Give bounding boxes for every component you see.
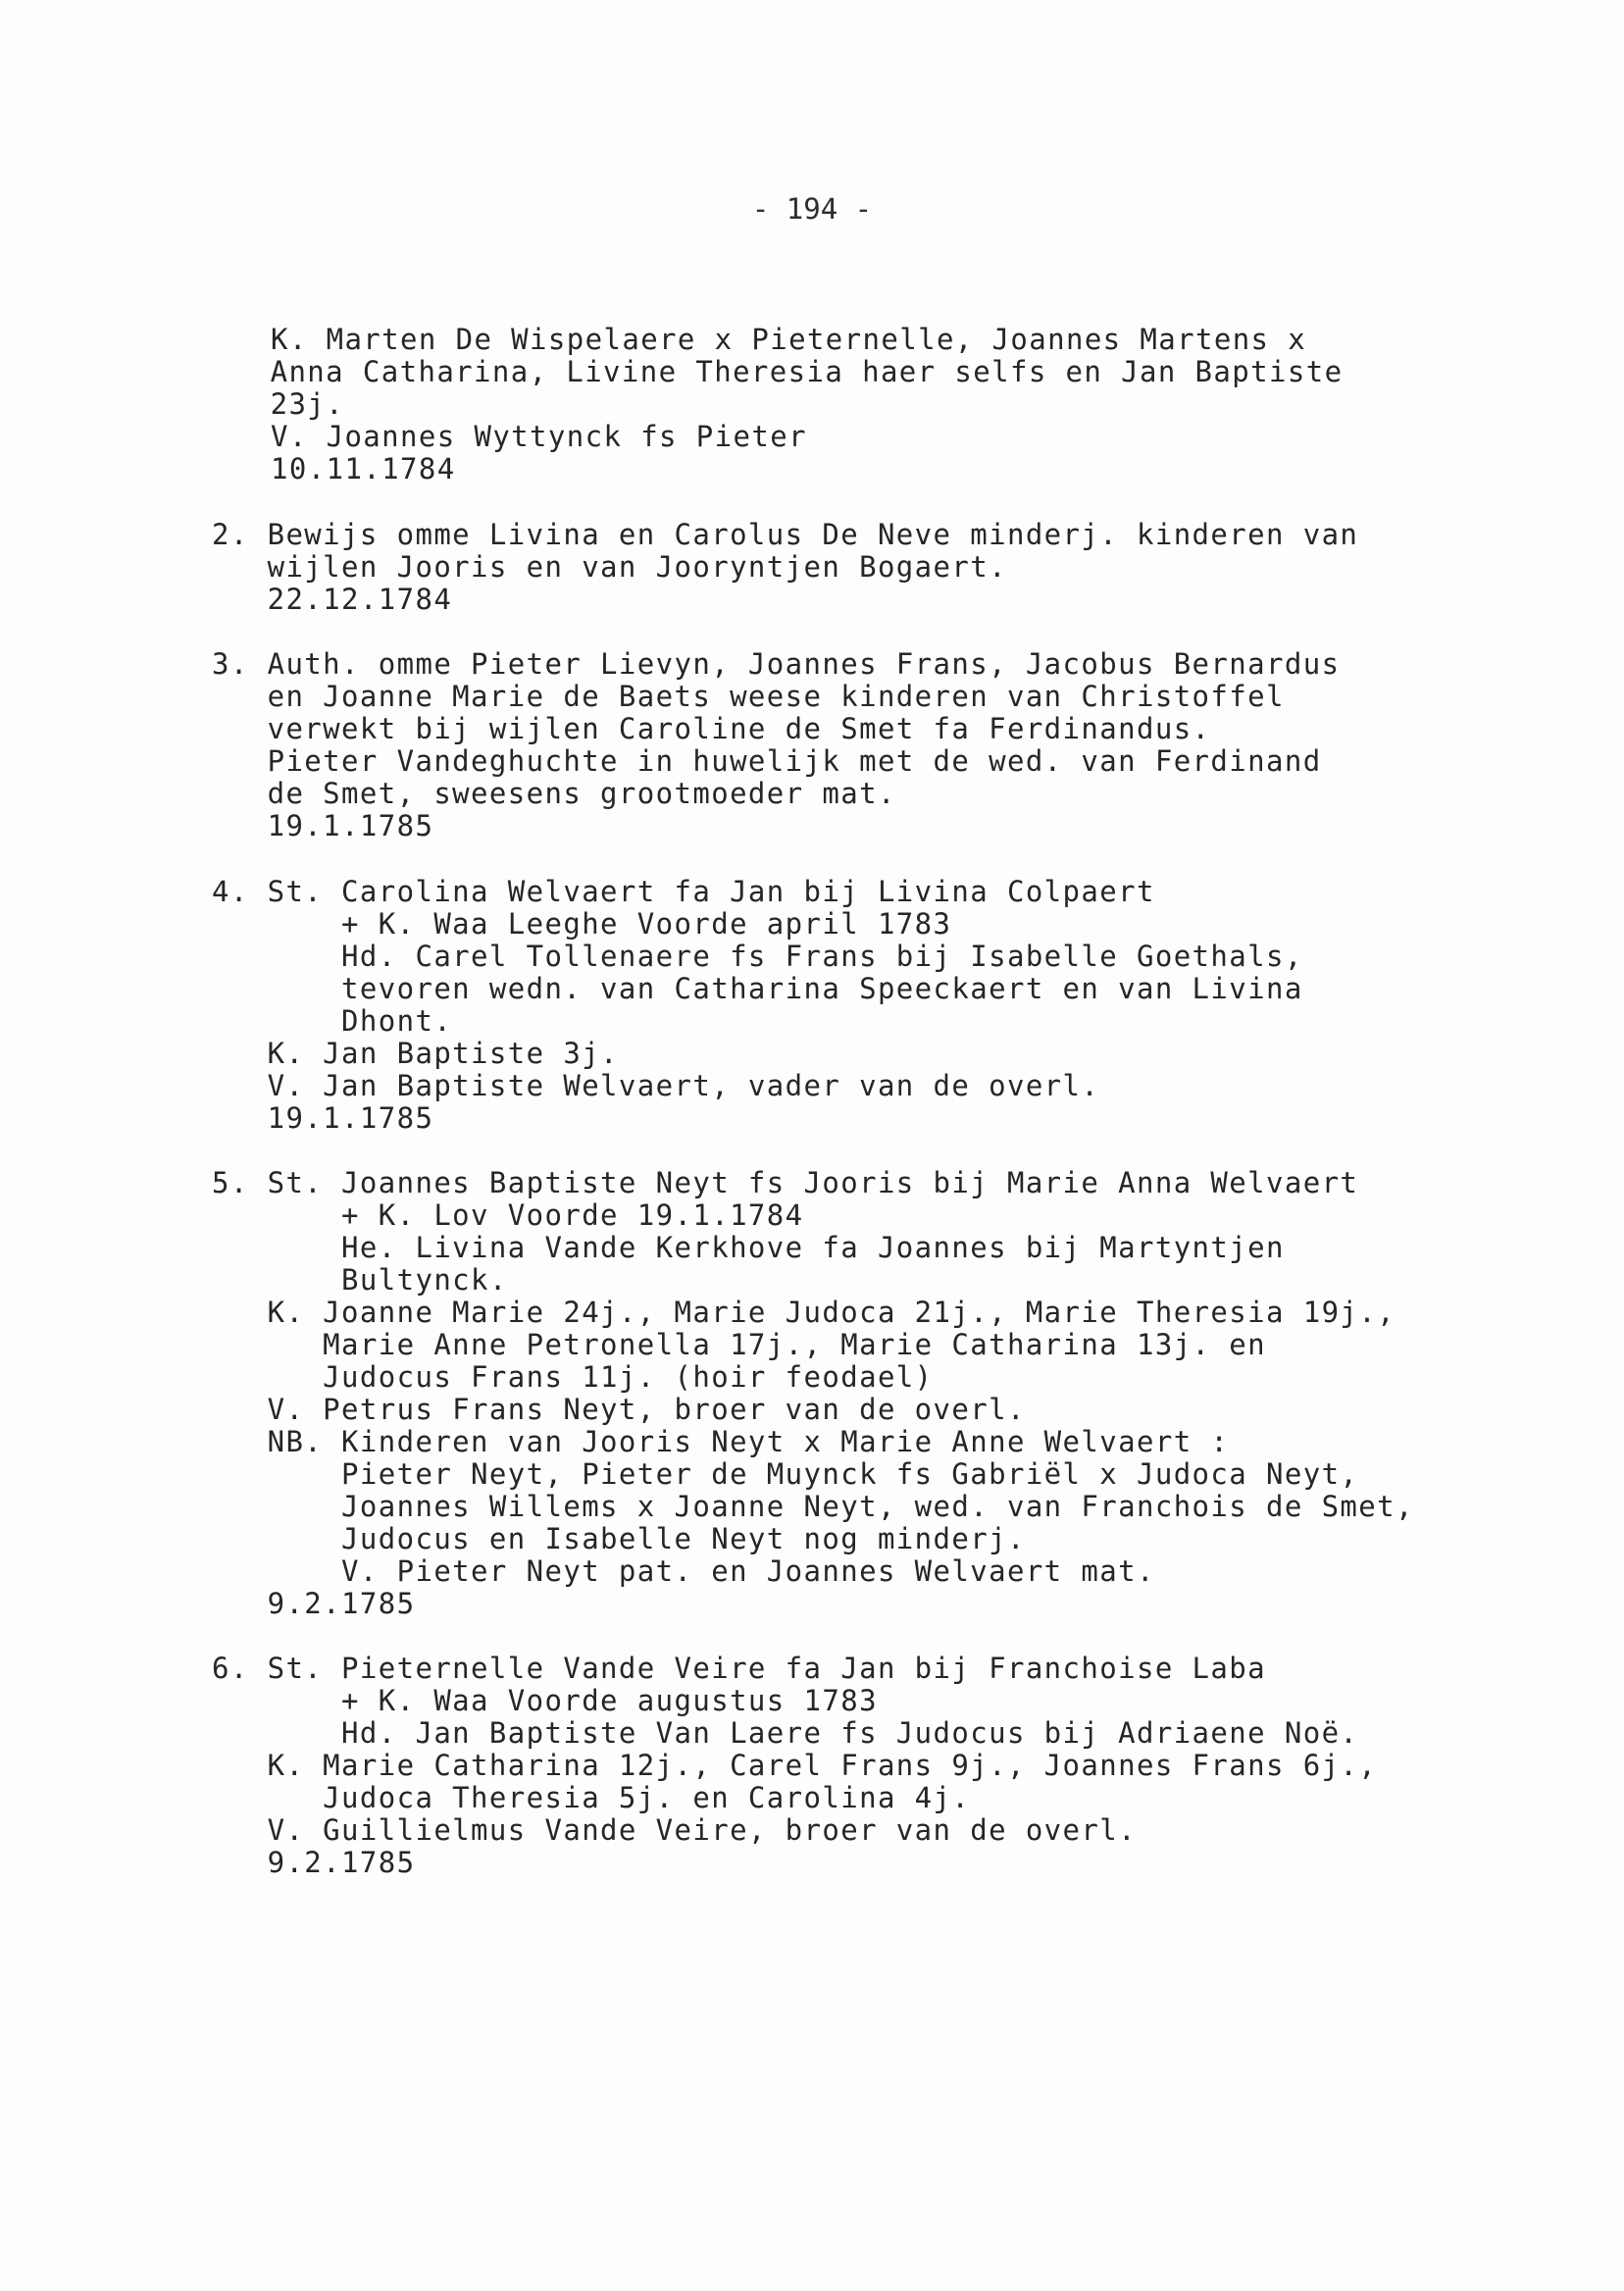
text-line: Judocus Frans 11j. (hoir feodael) — [212, 1360, 934, 1394]
text-line: 19.1.1785 — [212, 1101, 434, 1135]
text-line: Dhont. — [212, 1004, 453, 1038]
text-line: 10.11.1784 — [271, 452, 456, 485]
text-line: + K. Lov Voorde 19.1.1784 — [212, 1198, 804, 1232]
text-line: Hd. Carel Tollenaere fs Frans bij Isabelle Goethals, — [212, 940, 1303, 973]
text-line: V. Guillielmus Vande Veire, broer van de overl. — [212, 1813, 1137, 1847]
text-line: 6. St. Pieternelle Vande Veire fa Jan bij Franchoise Laba — [212, 1652, 1266, 1685]
text-line: 23j. — [215, 387, 345, 421]
text-line: wijlen Jooris en van Jooryntjen Bogaert. — [212, 550, 1007, 584]
text-line: Anna Catharina, Livine Theresia haer selfs en Jan Baptiste — [215, 355, 1344, 388]
text-line: Hd. Jan Baptiste Van Laere fs Judocus bij Adriaene Noë. — [212, 1716, 1359, 1750]
text-line: 4. St. Carolina Welvaert fa Jan bij Livina Colpaert — [212, 875, 1155, 908]
text-line: K. Marten De Wispelaere x Pieternelle, Joannes Martens x — [271, 323, 1307, 356]
text-line: He. Livina Vande Kerkhove fa Joannes bij Martyntjen — [212, 1231, 1285, 1264]
text-line: Bultynck. — [212, 1263, 508, 1297]
text-line: Pieter Vandeghuchte in huwelijk met de wed. van Ferdinand — [212, 744, 1322, 778]
text-line: de Smet, sweesens grootmoeder mat. — [212, 777, 896, 810]
text-line: K. Marie Catharina 12j., Carel Frans 9j., Joannes Frans 6j., — [212, 1749, 1378, 1782]
text-line: 9.2.1785 — [212, 1587, 416, 1620]
text-line: + K. Waa Leeghe Voorde april 1783 — [212, 907, 952, 941]
text-line: V. Jan Baptiste Welvaert, vader van de overl. — [212, 1069, 1100, 1102]
page-number: - 194 - — [751, 192, 873, 226]
text-line: Marie Anne Petronella 17j., Marie Catharina 13j. en — [212, 1328, 1266, 1361]
text-line: 22.12.1784 — [212, 583, 453, 616]
text-line: verwekt bij wijlen Caroline de Smet fa Ferdinandus. — [212, 712, 1211, 745]
text-line: Joannes Willems x Joanne Neyt, wed. van Franchois de Smet, — [212, 1490, 1414, 1523]
text-line: V. Petrus Frans Neyt, broer van de overl. — [212, 1393, 1026, 1426]
text-line: V. Joannes Wyttynck fs Pieter — [271, 420, 807, 453]
text-line: NB. Kinderen van Jooris Neyt x Marie Anne Welvaert : — [212, 1425, 1230, 1458]
text-line: 5. St. Joannes Baptiste Neyt fs Jooris bij Marie Anna Welvaert — [212, 1166, 1359, 1199]
text-line: Judoca Theresia 5j. en Carolina 4j. — [212, 1781, 971, 1814]
text-line: V. Pieter Neyt pat. en Joannes Welvaert mat. — [212, 1554, 1155, 1588]
text-line: + K. Waa Voorde augustus 1783 — [212, 1684, 878, 1717]
text-line: Pieter Neyt, Pieter de Muynck fs Gabriël x Judoca Neyt, — [212, 1457, 1359, 1491]
text-line: en Joanne Marie de Baets weese kinderen van Christoffel — [212, 680, 1285, 713]
text-line: Judocus en Isabelle Neyt nog minderj. — [212, 1522, 1026, 1555]
text-line: K. Jan Baptiste 3j. — [212, 1037, 619, 1070]
text-line: 3. Auth. omme Pieter Lievyn, Joannes Frans, Jacobus Bernardus — [212, 647, 1341, 681]
text-line: 19.1.1785 — [212, 809, 434, 842]
text-line: 9.2.1785 — [212, 1846, 416, 1879]
text-line: tevoren wedn. van Catharina Speeckaert en van Livina — [212, 972, 1303, 1005]
text-line: 2. Bewijs omme Livina en Carolus De Neve minderj. kinderen van — [212, 518, 1359, 551]
text-line: K. Joanne Marie 24j., Marie Judoca 21j., Marie Theresia 19j., — [212, 1296, 1396, 1329]
